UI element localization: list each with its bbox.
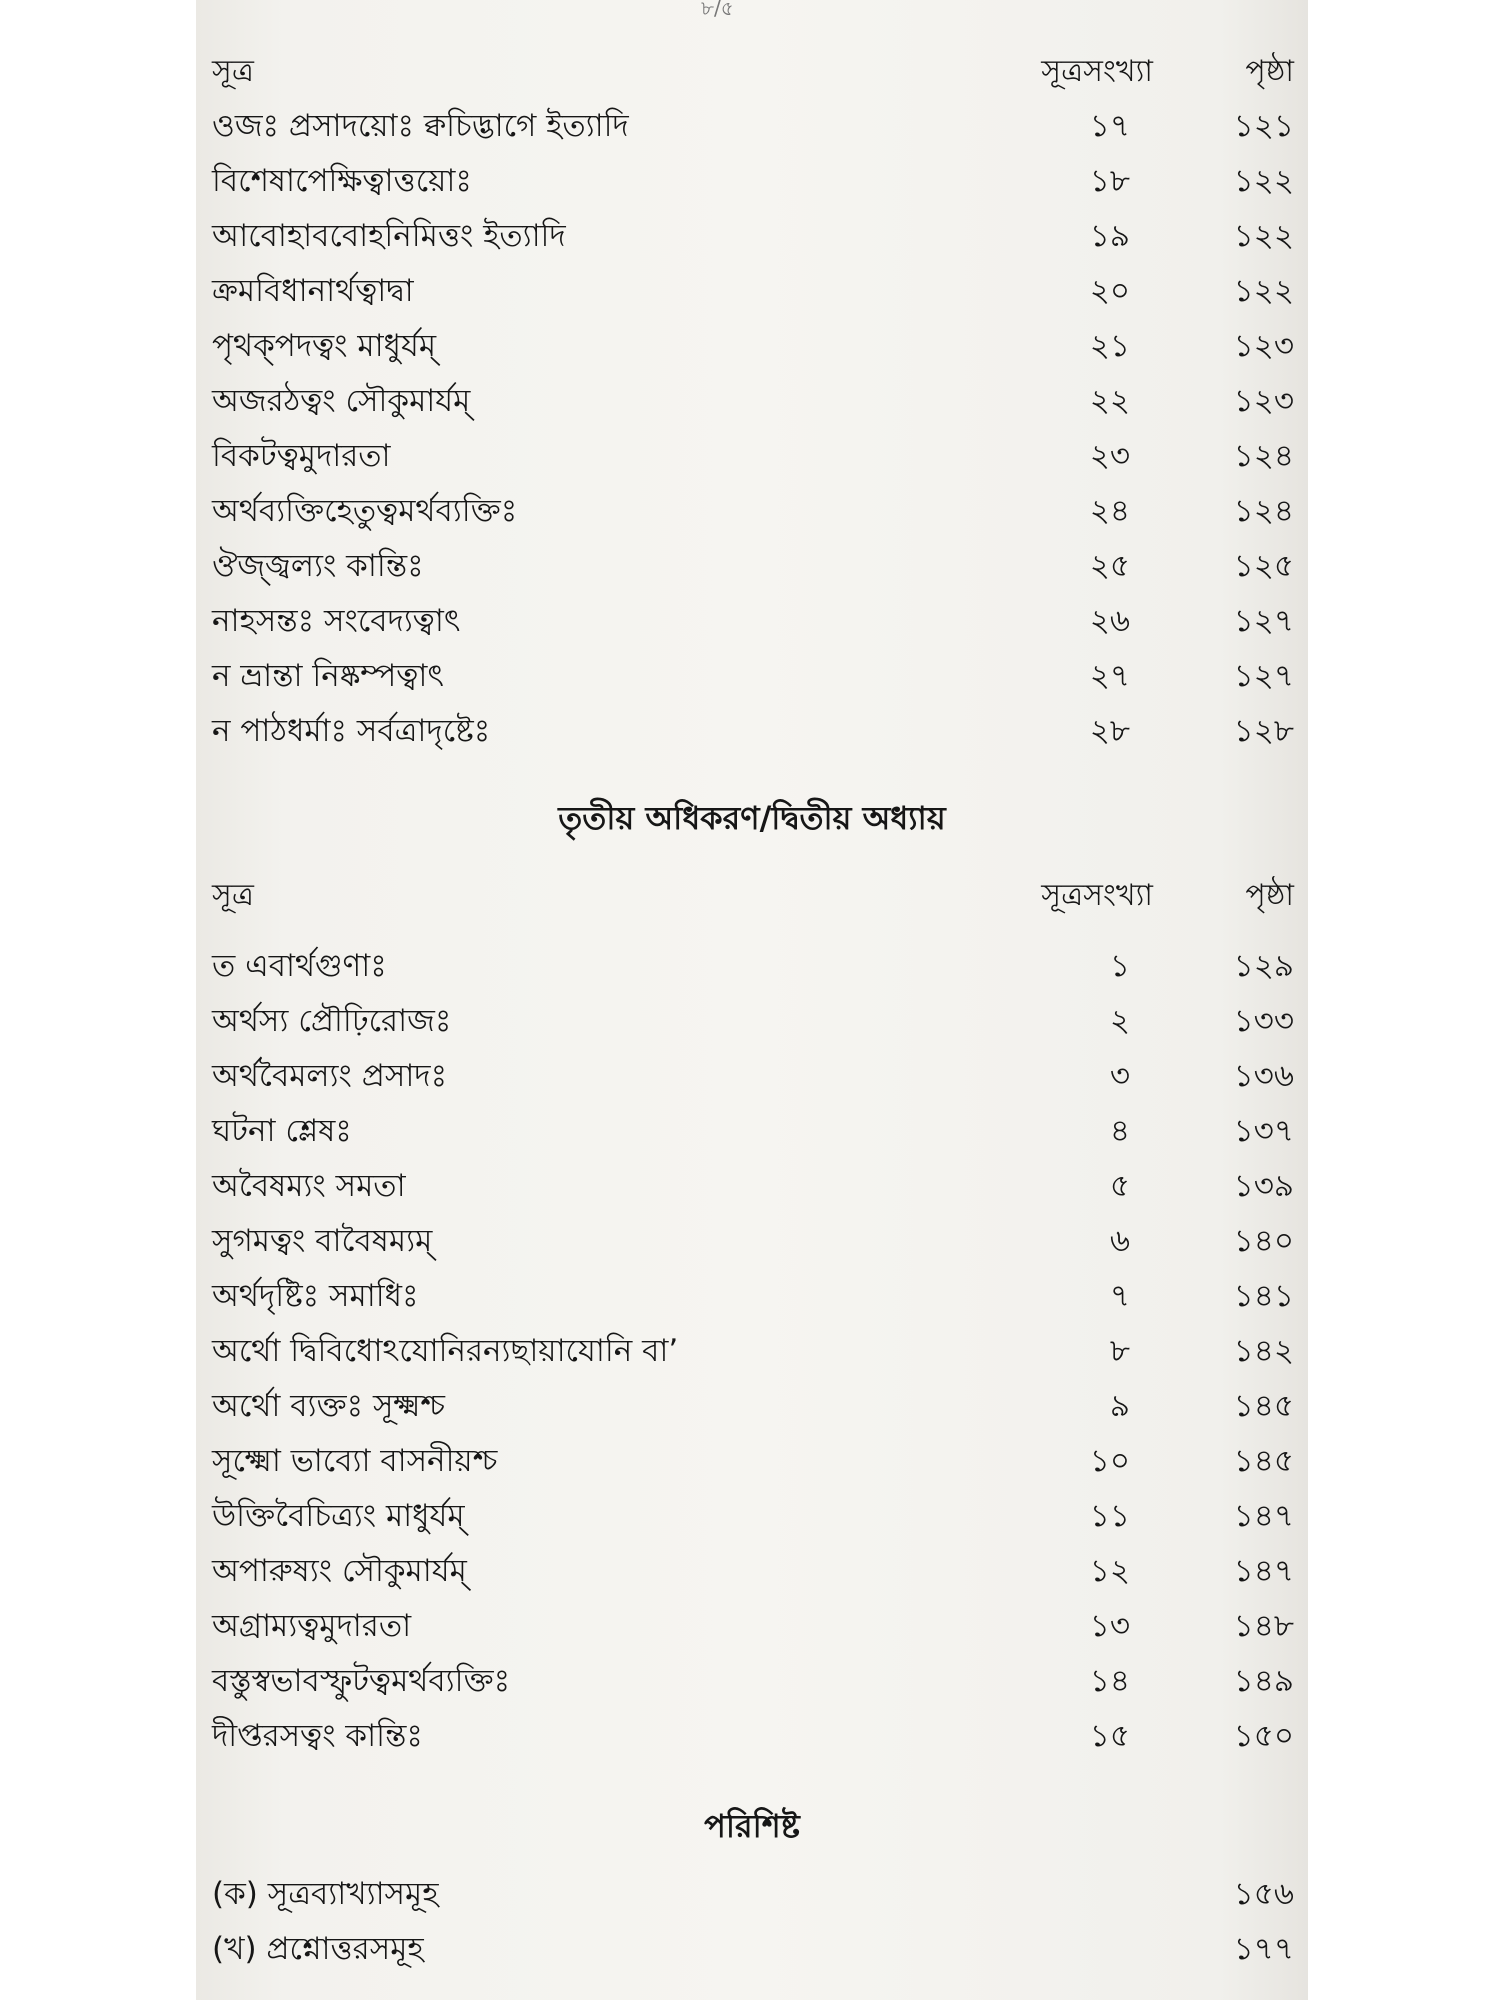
sutra-number: ২১ <box>1089 328 1130 364</box>
sutra-name: নাহসন্তঃ সংবেদ্যত্বাৎ <box>212 603 461 639</box>
sutra-name: অর্থো ব্যক্তঃ সূক্ষ্মশ্চ <box>212 1388 445 1424</box>
page-number: ১২৭ <box>1233 603 1294 639</box>
page-number: ১৭৭ <box>1233 1931 1294 1967</box>
sutra-number: ২৮ <box>1089 713 1130 749</box>
col-header-sutra-sankhya: সূত্রসংখ্যা <box>1041 878 1153 913</box>
page-number: ১২৩ <box>1233 328 1294 364</box>
page-number: ১২২ <box>1233 163 1294 199</box>
section2-header-row <box>196 870 1308 922</box>
section-heading: তৃতীয় অধিকরণ/দ্বিতীয় অধ্যায় <box>558 799 946 837</box>
sutra-name: পৃথক্পদত্বং মাধুর্যম্ <box>212 328 437 364</box>
page-number: ১৩৩ <box>1233 1003 1294 1039</box>
table-row <box>196 650 1308 702</box>
table-row <box>196 940 1308 992</box>
sutra-name: অর্থবৈমল্যং প্রসাদঃ <box>212 1058 448 1094</box>
sutra-name: অর্থব্যক্তিহেতুত্বমর্থব্যক্তিঃ <box>212 493 518 529</box>
sutra-number: ১০ <box>1089 1443 1130 1479</box>
page-number: ১৩৯ <box>1233 1168 1294 1204</box>
col-header-sutra: সূত্র <box>212 54 254 89</box>
sutra-name: ঘটনা শ্লেষঃ <box>212 1113 352 1149</box>
sutra-name: ওজঃ প্রসাদয়োঃ ক্বচিদ্ভাগে ইত্যাদি <box>212 108 629 144</box>
sutra-number: ২৩ <box>1089 438 1130 474</box>
page-number: ১৪০ <box>1233 1223 1294 1259</box>
sutra-number: ২৬ <box>1089 603 1130 639</box>
table-row <box>196 265 1308 317</box>
page-number: ১২৪ <box>1233 438 1294 474</box>
sutra-name: অজরঠত্বং সৌকুমার্যম্ <box>212 383 471 419</box>
table-row <box>196 540 1308 592</box>
section1-header-row <box>196 46 1308 98</box>
sutra-number: ৯ <box>1109 1388 1130 1424</box>
table-row <box>196 1545 1308 1597</box>
table-row <box>196 1050 1308 1102</box>
sutra-name: ত এবার্থগুণাঃ <box>212 948 387 984</box>
page-number: ১৪৯ <box>1233 1663 1294 1699</box>
col-header-sutra-sankhya: সূত্রসংখ্যা <box>1041 54 1153 89</box>
page-number: ১২৭ <box>1233 658 1294 694</box>
sutra-number: ২ <box>1109 1003 1130 1039</box>
table-row <box>196 995 1308 1047</box>
page-number: ১২১ <box>1233 108 1294 144</box>
page-number: ১২৯ <box>1233 948 1294 984</box>
sutra-number: ২৪ <box>1089 493 1130 529</box>
sutra-name: অর্থস্য প্রৌঢ়িরোজঃ <box>212 1003 452 1039</box>
sutra-number: ২৭ <box>1089 658 1130 694</box>
sutra-number: ১২ <box>1089 1553 1130 1589</box>
sutra-number: ১৭ <box>1089 108 1130 144</box>
sutra-number: ১১ <box>1089 1498 1130 1534</box>
sutra-number: ১৯ <box>1089 218 1130 254</box>
sutra-name: বিশেষাপেক্ষিত্বাত্তয়োঃ <box>212 163 472 199</box>
page-number: ১২২ <box>1233 273 1294 309</box>
appendix-row <box>196 1868 1308 1920</box>
page-number: ১৪৮ <box>1233 1608 1294 1644</box>
col-header-prishtha: পৃষ্ঠা <box>1245 54 1294 89</box>
table-row <box>196 430 1308 482</box>
sutra-number: ১ <box>1109 948 1130 984</box>
page-number: ১২২ <box>1233 218 1294 254</box>
table-row <box>196 1325 1308 1377</box>
col-header-prishtha: পৃষ্ঠা <box>1245 878 1294 913</box>
page-number: ১৫৬ <box>1233 1876 1294 1912</box>
sutra-name: ন পাঠধর্মাঃ সর্বত্রাদৃষ্টেঃ <box>212 713 491 749</box>
page-number: ১৪৫ <box>1233 1443 1294 1479</box>
page-number: ১৩৬ <box>1233 1058 1294 1094</box>
table-row <box>196 1435 1308 1487</box>
table-row <box>196 1215 1308 1267</box>
page-number: ১২৪ <box>1233 493 1294 529</box>
table-row <box>196 595 1308 647</box>
sutra-number: ২২ <box>1089 383 1130 419</box>
page-number: ১৪৭ <box>1233 1553 1294 1589</box>
appendix-item-name: (ক) সূত্রব্যাখ্যাসমূহ <box>212 1876 439 1912</box>
sutra-number: ১৩ <box>1089 1608 1130 1644</box>
col-header-sutra: সূত্র <box>212 878 254 913</box>
appendix-heading: পরিশিষ্ট <box>704 1807 800 1845</box>
sutra-number: ১৪ <box>1089 1663 1130 1699</box>
sutra-number: ১৫ <box>1089 1718 1130 1754</box>
table-row <box>196 1710 1308 1762</box>
sutra-name: ক্রমবিধানার্থত্বাদ্বা <box>212 273 414 309</box>
sutra-name: সুগমত্বং বাবৈষম্যম্ <box>212 1223 433 1259</box>
appendix-item-name: (খ) প্রশ্নোত্তরসমূহ <box>212 1931 424 1967</box>
sutra-name: অর্থদৃষ্টিঃ সমাধিঃ <box>212 1278 419 1314</box>
table-row <box>196 320 1308 372</box>
sutra-name: বস্তুস্বভাবস্ফুটত্বমর্থব্যক্তিঃ <box>212 1663 511 1699</box>
page-number: ১৪৭ <box>1233 1498 1294 1534</box>
page-number: ১২৮ <box>1233 713 1294 749</box>
sutra-name: অপারুষ্যং সৌকুমার্যম্ <box>212 1553 467 1589</box>
sutra-name: অবৈষম্যং সমতা <box>212 1168 406 1204</box>
page-top-mark: ৮/৫ <box>701 0 734 20</box>
sutra-name: সূক্ষ্মো ভাব্যো বাসনীয়শ্চ <box>212 1443 498 1479</box>
table-row <box>196 1655 1308 1707</box>
table-row <box>196 210 1308 262</box>
table-row <box>196 1600 1308 1652</box>
page-number: ১২৩ <box>1233 383 1294 419</box>
table-row <box>196 705 1308 757</box>
sutra-name: ন ভ্রান্তা নিষ্কম্পত্বাৎ <box>212 658 444 694</box>
sutra-name: অর্থো দ্বিবিধোঽযোনিরন্যছায়াযোনি বা’ <box>212 1333 679 1369</box>
book-page <box>196 0 1308 2000</box>
sutra-number: ৬ <box>1109 1223 1130 1259</box>
table-row <box>196 155 1308 207</box>
table-row <box>196 1380 1308 1432</box>
table-row <box>196 1490 1308 1542</box>
table-row <box>196 1160 1308 1212</box>
sutra-name: বিকটত্বমুদারতা <box>212 438 391 474</box>
page-number: ১৪১ <box>1233 1278 1294 1314</box>
sutra-number: ৮ <box>1109 1333 1130 1369</box>
table-row <box>196 100 1308 152</box>
page-number: ১৩৭ <box>1233 1113 1294 1149</box>
sutra-number: ৪ <box>1109 1113 1130 1149</box>
table-row <box>196 485 1308 537</box>
page-number: ১৪২ <box>1233 1333 1294 1369</box>
sutra-number: ১৮ <box>1089 163 1130 199</box>
page-number: ১৪৫ <box>1233 1388 1294 1424</box>
table-row <box>196 1105 1308 1157</box>
sutra-name: উক্তিবৈচিত্র্যং মাধুর্যম্ <box>212 1498 465 1534</box>
sutra-number: ২৫ <box>1089 548 1130 584</box>
table-row <box>196 375 1308 427</box>
sutra-name: আবোহাববোহনিমিত্তং ইত্যাদি <box>212 218 566 254</box>
sutra-number: ৩ <box>1109 1058 1130 1094</box>
page-number: ১৫০ <box>1233 1718 1294 1754</box>
sutra-name: অগ্রাম্যত্বমুদারতা <box>212 1608 412 1644</box>
sutra-name: ঔজ্জ্বল্যং কান্তিঃ <box>212 548 424 584</box>
sutra-name: দীপ্তরসত্বং কান্তিঃ <box>212 1718 423 1754</box>
page-number: ১২৫ <box>1233 548 1294 584</box>
sutra-number: ৫ <box>1109 1168 1130 1204</box>
sutra-number: ৭ <box>1109 1278 1130 1314</box>
appendix-row <box>196 1923 1308 1975</box>
table-row <box>196 1270 1308 1322</box>
sutra-number: ২০ <box>1089 273 1130 309</box>
